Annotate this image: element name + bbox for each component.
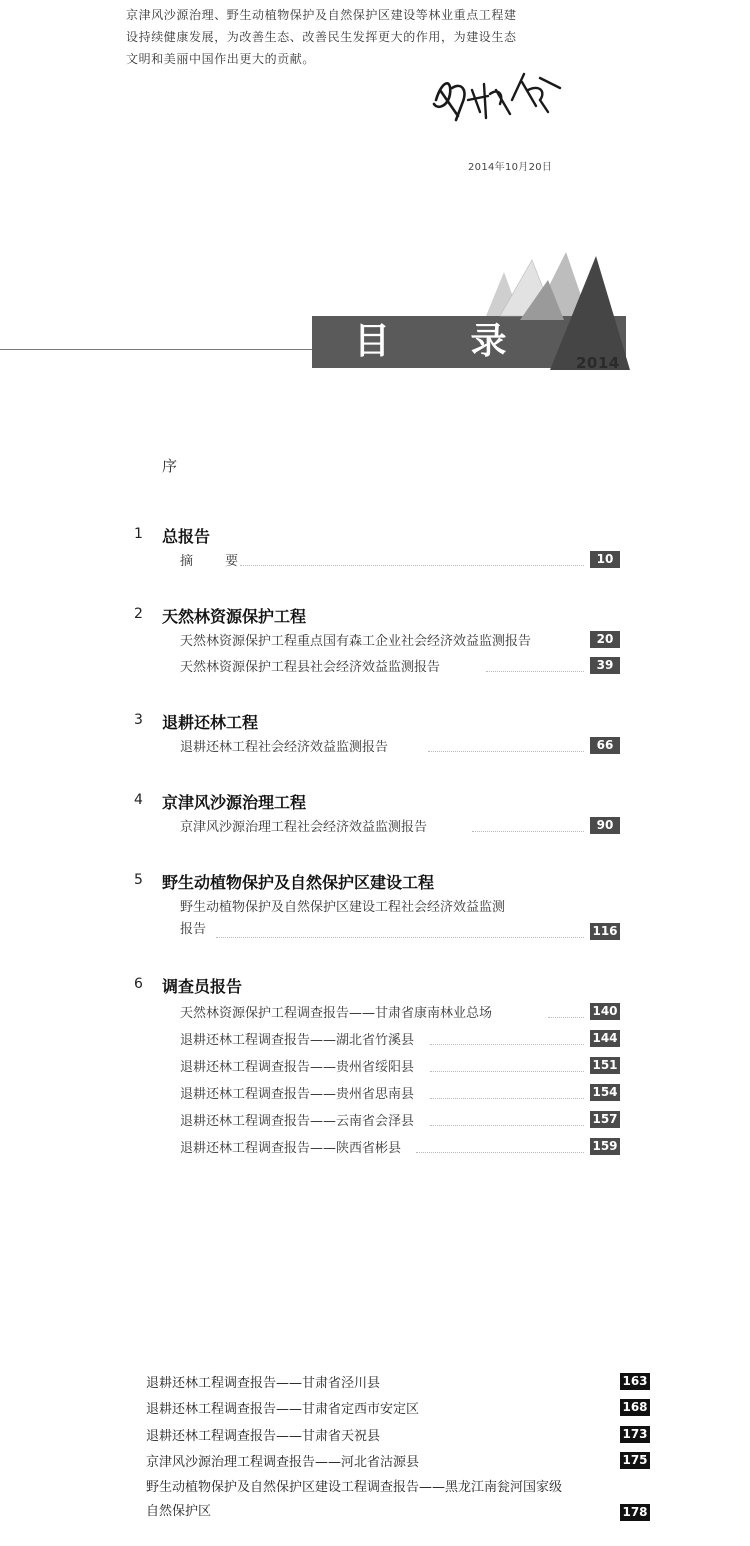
- section-title[interactable]: 调查员报告: [162, 977, 243, 996]
- entry-label: 天然林资源保护工程县社会经济效益监测报告: [180, 660, 441, 675]
- toc-entry[interactable]: [146, 1425, 650, 1447]
- leader-dots: [430, 1097, 584, 1099]
- toc-entry[interactable]: [180, 896, 620, 944]
- entry-label: 天然林资源保护工程调查报告——甘肃省康南林业总场: [180, 1006, 493, 1021]
- page-number: 10: [590, 551, 620, 568]
- leader-dots: [430, 1124, 584, 1126]
- page-number: 90: [590, 817, 620, 834]
- page-number: 151: [590, 1057, 620, 1074]
- section-number: 2: [134, 606, 143, 622]
- preface-entry[interactable]: 序: [162, 457, 178, 475]
- entry-label: 京津风沙源治理工程社会经济效益监测报告: [180, 820, 428, 835]
- section-number: 4: [134, 792, 143, 808]
- toc-entry[interactable]: [180, 656, 620, 678]
- toc-title: 目 录: [354, 321, 541, 362]
- entry-label: 退耕还林工程调查报告——陕西省彬县: [180, 1141, 402, 1156]
- leader-dots: [216, 936, 584, 938]
- page-number: 154: [590, 1084, 620, 1101]
- page-number: 178: [620, 1504, 650, 1521]
- toc-entry[interactable]: [180, 1002, 620, 1024]
- banner-rule: [0, 349, 312, 350]
- entry-label: 退耕还林工程调查报告——甘肃省天祝县: [146, 1429, 381, 1444]
- intro-line: 设持续健康发展，为改善生态、改善民生发挥更大的作用，为建设生态: [126, 30, 517, 44]
- page-number: 168: [620, 1399, 650, 1416]
- leader-dots: [472, 830, 584, 832]
- page-number: 144: [590, 1030, 620, 1047]
- leader-dots: [428, 750, 584, 752]
- section-title[interactable]: 天然林资源保护工程: [162, 607, 307, 626]
- page-number: 66: [590, 737, 620, 754]
- toc-entry[interactable]: [180, 1029, 620, 1051]
- page-number: 163: [620, 1373, 650, 1390]
- page-number: 116: [590, 923, 620, 940]
- toc-entry[interactable]: [180, 550, 620, 572]
- page-number: 159: [590, 1138, 620, 1155]
- section-title[interactable]: 京津风沙源治理工程: [162, 793, 307, 812]
- entry-label: 野生动植物保护及自然保护区建设工程调查报告——黑龙江南瓮河国家级: [146, 1480, 563, 1495]
- leader-dots: [430, 1070, 584, 1072]
- handwritten-signature: [428, 60, 568, 130]
- toc-entry[interactable]: [146, 1398, 650, 1420]
- toc-entry[interactable]: [180, 1137, 620, 1159]
- leader-dots: [416, 1151, 584, 1153]
- intro-line: 京津风沙源治理、野生动植物保护及自然保护区建设等林业重点工程建: [126, 8, 517, 22]
- section-number: 1: [134, 526, 143, 542]
- entry-label-continued: 报告: [180, 922, 207, 937]
- toc-entry[interactable]: [180, 1110, 620, 1132]
- toc-entry[interactable]: [180, 816, 620, 838]
- toc-entry[interactable]: [146, 1451, 650, 1473]
- entry-label: 退耕还林工程社会经济效益监测报告: [180, 740, 389, 755]
- leader-dots: [548, 1016, 584, 1018]
- entry-label-continued: 自然保护区: [146, 1504, 212, 1519]
- section-number: 3: [134, 712, 143, 728]
- page-number: 39: [590, 657, 620, 674]
- page-number: 173: [620, 1426, 650, 1443]
- entry-label: 退耕还林工程调查报告——贵州省绥阳县: [180, 1060, 415, 1075]
- page-number: 140: [590, 1003, 620, 1020]
- entry-label: 摘 要: [180, 554, 253, 569]
- section-number: 5: [134, 872, 143, 888]
- entry-label: 退耕还林工程调查报告——云南省会泽县: [180, 1114, 415, 1129]
- entry-label: 京津风沙源治理工程调查报告——河北省沽源县: [146, 1455, 420, 1470]
- toc-entry[interactable]: [180, 1056, 620, 1078]
- leader-dots: [240, 564, 584, 566]
- toc-entry[interactable]: [180, 630, 620, 652]
- signature-date: 2014年10月20日: [468, 162, 553, 173]
- entry-label: 退耕还林工程调查报告——甘肃省泾川县: [146, 1376, 381, 1391]
- section-number: 6: [134, 976, 143, 992]
- toc-entry[interactable]: [146, 1476, 650, 1524]
- toc-entry[interactable]: [180, 1083, 620, 1105]
- entry-label: 退耕还林工程调查报告——贵州省思南县: [180, 1087, 415, 1102]
- toc-entry[interactable]: [180, 736, 620, 758]
- section-title[interactable]: 总报告: [162, 527, 211, 546]
- entry-label: 野生动植物保护及自然保护区建设工程社会经济效益监测: [180, 900, 506, 915]
- leader-dots: [486, 670, 584, 672]
- page-number: 175: [620, 1452, 650, 1469]
- leader-dots: [430, 1043, 584, 1045]
- page-number: 157: [590, 1111, 620, 1128]
- toc-year: 2014: [576, 354, 620, 372]
- intro-line: 文明和美丽中国作出更大的贡献。: [126, 52, 316, 66]
- toc-entry[interactable]: [146, 1372, 650, 1394]
- section-title[interactable]: 退耕还林工程: [162, 713, 259, 732]
- page-number: 20: [590, 631, 620, 648]
- section-title[interactable]: 野生动植物保护及自然保护区建设工程: [162, 873, 435, 892]
- entry-label: 退耕还林工程调查报告——湖北省竹溪县: [180, 1033, 415, 1048]
- entry-label: 天然林资源保护工程重点国有森工企业社会经济效益监测报告: [180, 634, 532, 649]
- entry-label: 退耕还林工程调查报告——甘肃省定西市安定区: [146, 1402, 420, 1417]
